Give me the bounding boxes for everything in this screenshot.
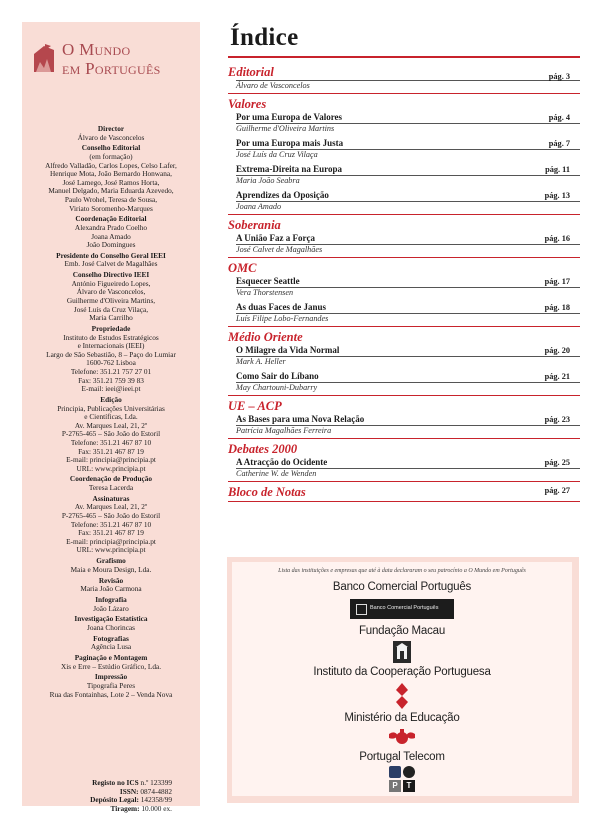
page-number: pág. 23 [544, 415, 570, 424]
credit-line: P-2765-465 – São João do Estoril [61, 511, 161, 521]
page-title: Índice [230, 24, 299, 51]
credit-line: Álvaro de Vasconcelos [77, 132, 145, 142]
entry-title: Aprendizes da Oposição [236, 190, 329, 200]
page-number: pág. 20 [544, 346, 570, 355]
section-title: Valores [228, 97, 267, 111]
credit-line: Fax: 351.21 467 87 19 [78, 528, 144, 538]
section-title: UE – ACP [228, 399, 282, 413]
sponsors-intro: Lista das instituições e empresas que até à data declararam o seu patrocínio a O Mundo em Português [278, 568, 526, 574]
credit-line: José Luís da Cruz Vilaça, [73, 304, 149, 314]
entry-author: Maria João Seabra [236, 176, 300, 185]
section-header [228, 218, 580, 232]
section-header [228, 442, 580, 456]
credit-line: P-2765-465 – São João do Estoril [61, 429, 161, 439]
registration-value: n.º 123399 [140, 778, 172, 787]
entry-title: Extrema-Direita na Europa [236, 164, 342, 174]
credit-line: António Figueiredo Lopes, [71, 278, 151, 288]
page-number: pág. 13 [544, 191, 570, 200]
credit-role: Edição [100, 394, 122, 404]
toc-section [228, 258, 580, 327]
section-header [228, 97, 580, 111]
credit-line: Instituto de Estudos Estratégicos [63, 332, 159, 342]
registration-value: 142358/99 [140, 795, 172, 805]
credit-line: (em formação) [89, 151, 133, 161]
toc-entry [228, 345, 580, 367]
section-title: Editorial [228, 65, 274, 79]
page-number: pág. 27 [544, 486, 570, 495]
section-header [228, 330, 580, 344]
credit-role: Director [97, 124, 125, 133]
page-number: pág. 7 [548, 139, 570, 148]
entry-author: Luís Filipe Lobo-Fernandes [236, 314, 329, 323]
entry-title: A Atracção do Ocidente [236, 457, 328, 467]
entry-title: A União Faz a Força [236, 233, 315, 243]
banco-emblem-icon [356, 604, 367, 615]
sponsors-box [227, 557, 579, 803]
registration-label: ISSN: [119, 786, 139, 796]
sponsor-pt-name: Portugal Telecom [359, 751, 445, 763]
credit-line: Álvaro de Vasconcelos, [76, 287, 146, 297]
credit-line: Joana Amado [91, 231, 131, 241]
entry-title: As duas Faces de Janus [236, 302, 327, 312]
entry-title: As Bases para uma Nova Relação [236, 414, 365, 424]
toc-section [228, 62, 580, 94]
toc-section [228, 94, 580, 215]
credit-line: Tipografia Peres [86, 681, 136, 691]
pt-logo-tile-p: P [389, 780, 401, 792]
credit-line: 1600-762 Lisboa [86, 358, 136, 368]
entry-title: Esquecer Seattle [236, 276, 300, 286]
section-title: Debates 2000 [228, 442, 298, 456]
credit-role: Assinaturas [92, 493, 130, 503]
section-header [228, 65, 580, 79]
registration-value: 10.000 ex. [141, 803, 172, 813]
credit-role: Coordenação de Produção [69, 474, 153, 484]
entry-author: Patrícia Magalhães Ferreira [236, 426, 332, 435]
registration-label: Depósito Legal: [90, 795, 139, 805]
credit-line: Xis e Erre – Estúdio Gráfico, Lda. [60, 661, 162, 671]
credit-line: Maria João Carmona [80, 584, 142, 594]
credit-line: Largo de São Sebastião, 8 – Paço do Lumiar [46, 349, 176, 359]
pt-logo [389, 766, 415, 792]
section-title: Bloco de Notas [228, 485, 306, 499]
credit-role: Grafismo [96, 556, 126, 566]
page-number: pág. 25 [544, 458, 570, 467]
fundacao-emblem-icon [393, 641, 411, 663]
toc-entry [228, 302, 580, 324]
entry-title: Como Sair do Líbano [236, 371, 319, 381]
section-header [228, 485, 580, 499]
credit-line: Paulo Wrohel, Teresa de Sousa, [64, 194, 158, 204]
toc-entry [228, 164, 580, 186]
credit-role: Revisão [98, 575, 124, 585]
credit-line: Teresa Lacerda [88, 483, 134, 493]
brand-logo [32, 40, 192, 80]
entry-author: Catherine W. de Wenden [236, 469, 317, 478]
credit-line: Telefone: 351.21 757 27 01 [70, 366, 152, 376]
credit-line: Emb. José Calvet de Magalhães [64, 259, 158, 269]
toc-entry [228, 371, 580, 393]
page-number: pág. 21 [544, 372, 570, 381]
title-rule [228, 56, 580, 58]
page-number: pág. 4 [548, 113, 570, 122]
entry-author: Guilherme d'Oliveira Martins [236, 124, 335, 133]
entry-author: Joana Amado [236, 202, 282, 211]
sponsor-ministerio-name: Ministério da Educação [344, 712, 460, 724]
credit-line: URL: www.principia.pt [76, 463, 146, 473]
credit-line: Telefone: 351.21 467 87 10 [70, 519, 152, 529]
ministerio-emblem-icon [389, 728, 415, 748]
sponsors-panel [232, 562, 572, 796]
credit-role: Conselho Directivo IEEI [72, 270, 150, 280]
pt-logo-tile-t: T [403, 780, 415, 792]
registration-row [62, 805, 172, 814]
credit-role: Coordenação Editorial [75, 214, 147, 224]
credits-list [26, 125, 196, 699]
credit-line: Telefone: 351.21 467 87 10 [70, 437, 152, 447]
credit-role: Paginação e Montagem [74, 653, 148, 663]
credit-role: Impressão [94, 672, 128, 682]
credit-line: E-mail: ieei@ieei.pt [81, 384, 141, 394]
credit-line: e Científicas, Lda. [84, 412, 138, 422]
credit-line: Rua das Fontainhas, Lote 2 – Venda Nova [49, 689, 173, 699]
credit-role: Propriedade [91, 324, 131, 333]
page-number: pág. 18 [544, 303, 570, 312]
banco-logo-text: Banco Comercial Português [370, 605, 439, 611]
section-title: OMC [228, 261, 257, 275]
credit-line: José Lamego, José Ramos Horta, [62, 177, 160, 187]
toc-section [228, 482, 580, 502]
credit-line: Principia, Publicações Universitárias [57, 403, 165, 413]
registration-value: 0874-4882 [140, 786, 172, 796]
credit-line: Joana Chorincas [86, 622, 136, 632]
sponsor-icp-name: Instituto da Cooperação Portuguesa [313, 666, 491, 678]
credit-role: Infografia [95, 594, 127, 604]
masthead-sidebar [22, 22, 200, 813]
brand-emblem-icon [32, 42, 56, 74]
toc-section [228, 396, 580, 439]
section-title: Médio Oriente [228, 330, 303, 344]
credit-line: Henrique Mota, João Bernardo Honwana, [50, 169, 172, 179]
sponsor-fundacao-name: Fundação Macau [358, 625, 446, 637]
pt-logo-tile-1 [389, 766, 401, 778]
credit-line: Fax: 351.21 759 39 83 [78, 375, 144, 385]
entry-author: José Calvet de Magalhães [236, 245, 323, 254]
toc-entry [228, 233, 580, 255]
registration-label: Registo no ICS [92, 778, 139, 787]
credit-role: Presidente do Conselho Geral IEEI [56, 250, 166, 260]
credit-line: Fax: 351.21 467 87 19 [78, 446, 144, 456]
credit-line: URL: www.principia.pt [76, 545, 146, 555]
credit-line: Maria Carrilho [89, 313, 133, 323]
credit-line: e Internacionais (IEEI) [77, 341, 145, 351]
toc-section [228, 215, 580, 258]
credit-role: Investigação Estatística [74, 614, 148, 624]
toc-entry [228, 457, 580, 479]
credit-line: E-mail: principia@principia.pt [66, 536, 156, 546]
entry-title: Por uma Europa de Valores [236, 112, 343, 122]
toc-section [228, 327, 580, 396]
entry-title: O Milagre da Vida Normal [236, 345, 340, 355]
credit-line: Maia e Moura Design, Lda. [70, 564, 152, 574]
credit-line: Manuel Delgado, Maria Eduarda Azevedo, [48, 186, 174, 196]
entry-author: May Chartouni-Dubarry [236, 383, 318, 392]
brand-line-1: O Mundo [62, 40, 131, 59]
table-of-contents [228, 62, 580, 502]
toc-entry [228, 112, 580, 134]
credit-line: Av. Marques Leal, 21, 2º [74, 420, 148, 430]
toc-entry [228, 276, 580, 298]
credit-line: Viriato Soromenho-Marques [69, 203, 153, 213]
page-number: pág. 3 [548, 72, 570, 81]
brand-line-2: em Português [62, 59, 161, 78]
entry-title: Por uma Europa mais Justa [236, 138, 344, 148]
section-header [228, 261, 580, 275]
toc-entry [228, 138, 580, 160]
registration-info [62, 779, 172, 813]
entry-author: Álvaro de Vasconcelos [236, 81, 310, 90]
credit-line: João Lázaro [93, 603, 129, 613]
page-number: pág. 16 [544, 234, 570, 243]
section-title: Soberania [228, 218, 281, 232]
banco-logo [350, 599, 454, 619]
sponsor-banco-name: Banco Comercial Português [332, 581, 472, 593]
credit-line: Alfredo Valladão, Carlos Lopes, Celso Lafer, [45, 160, 177, 170]
credit-line: Agência Lusa [90, 642, 132, 652]
pt-logo-tile-2 [403, 766, 415, 778]
credit-line: Guilherme d'Oliveira Martins, [66, 296, 156, 306]
toc-entry [228, 414, 580, 436]
icp-emblem-icon [394, 683, 410, 709]
credit-role: Fotografias [93, 633, 129, 643]
entry-author: Vera Thorstensen [236, 288, 294, 297]
credit-line: E-mail: principia@principia.pt [66, 455, 156, 465]
page-number: pág. 11 [545, 165, 570, 174]
credit-line: Alexandra Prado Coelho [74, 222, 148, 232]
toc-entry [228, 190, 580, 212]
credit-role: Conselho Editorial [81, 143, 141, 153]
credit-line: Av. Marques Leal, 21, 2º [74, 502, 148, 512]
toc-section [228, 439, 580, 482]
registration-label: Tiragem: [110, 803, 140, 813]
entry-author: José Luís da Cruz Vilaça [236, 150, 318, 159]
section-header [228, 399, 580, 413]
brand-name [62, 40, 161, 78]
entry-author: Mark A. Heller [236, 357, 286, 366]
credit-line: João Domingues [86, 240, 136, 250]
page-number: pág. 17 [544, 277, 570, 286]
